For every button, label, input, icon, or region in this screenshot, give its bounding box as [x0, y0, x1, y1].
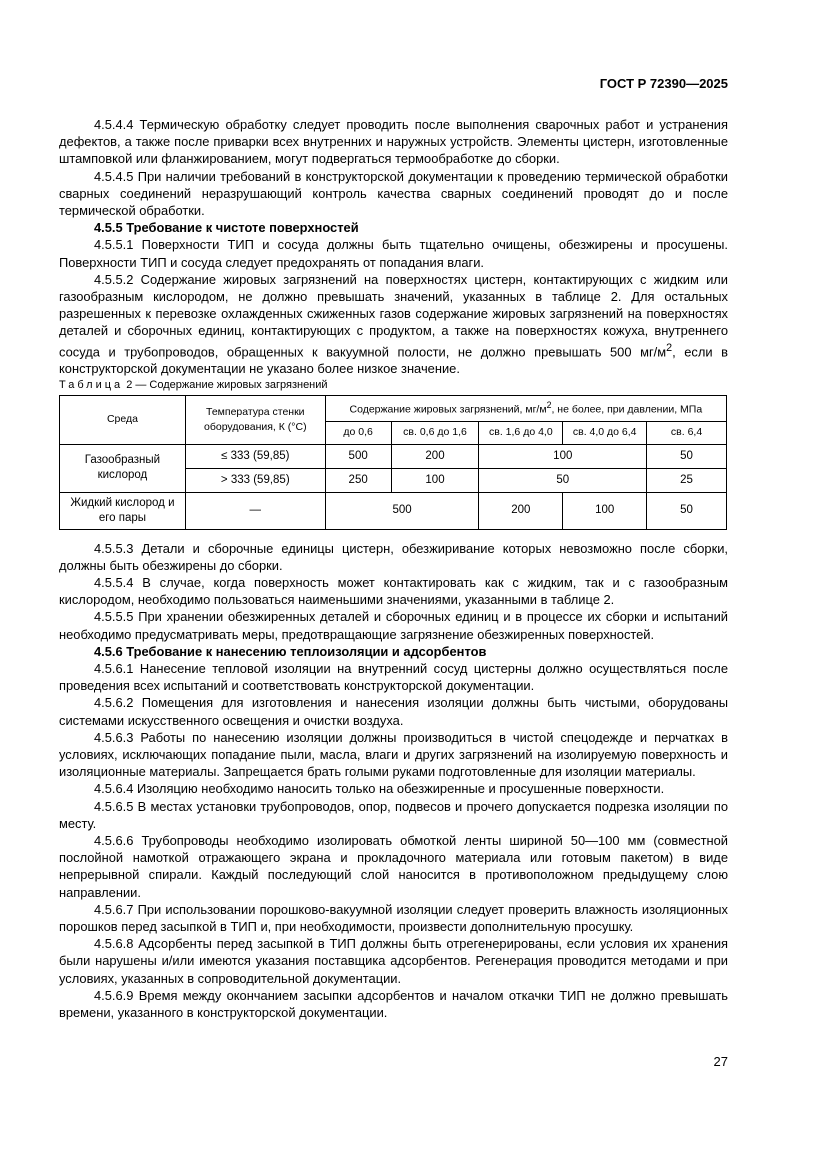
- paragraph: 4.5.6.3 Работы по нанесению изоляции должны производиться в чистой спецодежде и перчатках в условиях, исключающих попадание пыли, масла, влаги и других загрязнений на изолируемую поверхность и изоляционные материалы. Запрещается брать голыми руками подготовленные для изоляции материалы.: [59, 729, 728, 780]
- cell-medium: Газообразный кислород: [60, 444, 186, 492]
- section-heading: 4.5.5 Требование к чистоте поверхностей: [94, 220, 359, 236]
- paragraph: 4.5.4.5 При наличии требований в конструкторской документации к проведению термической обработки сварных соединений неразрушающий контроль качества сварных соединений проводят до и после термической обработки.: [59, 168, 728, 219]
- paragraph: 4.5.4.4 Термическую обработку следует проводить после выполнения сварочных работ и устранения дефектов, а также после приварки всех внутренних и наружных устройств. Элементы цистерн, изготовленные штамповкой или фланжированием, могут подвергаться термообработке до сборки.: [59, 117, 728, 167]
- header-pressure: до 0,6: [325, 421, 391, 444]
- header-pressure: св. 4,0 до 6,4: [563, 421, 647, 444]
- cell-temperature: —: [185, 492, 325, 529]
- cell-value: 50: [647, 444, 727, 468]
- cell-value: 200: [391, 444, 479, 468]
- page-content: [59, 116, 728, 1021]
- section-heading: 4.5.6 Требование к нанесению теплоизоляции и адсорбентов: [94, 643, 487, 659]
- header-medium: Среда: [60, 395, 186, 444]
- paragraph: 4.5.6.6 Трубопроводы необходимо изолировать обмоткой ленты шириной 50—100 мм (совместной послойной намоткой отражающего экрана и прокладочного материала или готовым пакетом) в виде непрерывной спирали. Каждый последующий слой наносится в противоположном предыдущему слою направлении.: [59, 833, 728, 900]
- cell-value: 50: [647, 492, 727, 529]
- paragraph: 4.5.6.1 Нанесение тепловой изоляции на внутренний сосуд цистерны должно осуществляться после проведения всех испытаний и соответствовать конструкторской документации.: [59, 660, 728, 694]
- paragraph: 4.5.5.3 Детали и сборочные единицы цистерн, обезжиривание которых невозможно после сборки, должны быть обезжирены до сборки.: [59, 540, 728, 573]
- paragraph-text: 4.5.5.2 Содержание жировых загрязнений на поверхностях цистерн, контактирующих с жидким или газообразным кислородом, не должно превышать значений, указанных в таблице 2. Для остальных разрешенных к перевозке охлажденных сжиженных газов содержание жировых загрязнений на поверхностях деталей и сборочных единиц, контактирующих с продуктом, а также на поверхностях кожуха, внутреннего сосуда и трубопроводов, обращенных к вакуумной полости, не должно превышать 500 мг/м: [59, 271, 728, 359]
- header-temperature: Температура стенки оборудования, К (°C): [185, 395, 325, 444]
- paragraph: 4.5.6.8 Адсорбенты перед засыпкой в ТИП должны быть отрегенерированы, если условия их хранения были нарушены и/или имеются указания поставщика адсорбентов. Регенерация проводится методами и при условиях, указанных в сопроводительной документации.: [59, 936, 728, 986]
- superscript: 2: [546, 400, 552, 411]
- document-header: ГОСТ Р 72390—2025: [599, 76, 728, 91]
- header-pressure: св. 1,6 до 4,0: [479, 421, 563, 444]
- paragraph: 4.5.5.4 В случае, когда поверхность может контактировать как с жидким, так и с газообразным кислородом, необходимо пользоваться наименьшими значениями, указанными в таблице 2.: [59, 574, 728, 608]
- paragraph: 4.5.6.2 Помещения для изготовления и нанесения изоляции должны быть чистыми, оборудованы системами искусственного освещения и очистки воздуха.: [59, 695, 728, 728]
- table-caption-label: Таблица: [59, 379, 124, 392]
- cell-medium: Жидкий кислород и его пары: [60, 492, 186, 529]
- header-pressure: св. 0,6 до 1,6: [391, 421, 479, 444]
- superscript: 2: [666, 341, 673, 354]
- paragraph: 4.5.5.5 При хранении обезжиренных деталей и сборочных единиц и в процессе их сборки и испытаний необходимо предусматривать меры, предотвращающие загрязнение обезжиренных поверхностей.: [59, 609, 728, 642]
- cell-value: 500: [325, 492, 479, 529]
- cell-value: 50: [479, 468, 647, 492]
- cell-value: 100: [479, 444, 647, 468]
- header-content-text: Содержание жировых загрязнений, мг/м: [349, 403, 547, 416]
- cell-temperature: ≤ 333 (59,85): [185, 444, 325, 468]
- cell-value: 25: [647, 468, 727, 492]
- paragraph: 4.5.6.4 Изоляцию необходимо наносить только на обезжиренные и просушенные поверхности.: [94, 781, 665, 797]
- cell-value: 100: [391, 468, 479, 492]
- paragraph: 4.5.5.1 Поверхности ТИП и сосуда должны быть тщательно очищены, обезжирены и просушены. Поверхности ТИП и сосуда следует предохранять от попадания влаги.: [59, 237, 728, 270]
- cell-temperature: > 333 (59,85): [185, 468, 325, 492]
- cell-value: 500: [325, 444, 391, 468]
- cell-value: 100: [563, 492, 647, 529]
- paragraph: 4.5.6.9 Время между окончанием засыпки адсорбентов и началом откачки ТИП не должно превышать времени, указанного в конструкторской документации.: [59, 987, 728, 1021]
- paragraph: 4.5.6.7 При использовании порошково-вакуумной изоляции следует проверить влажность изоляционных порошков перед засыпкой в ТИП и, при необходимости, произвести дополнительную просушку.: [59, 901, 728, 935]
- header-content-text: , не более, при давлении, МПа: [551, 403, 703, 416]
- paragraph: 4.5.6.5 В местах установки трубопроводов, опор, подвесов и прочего допускается подрезка изоляции по месту.: [59, 798, 728, 831]
- cell-value: 200: [479, 492, 563, 529]
- cell-value: 250: [325, 468, 391, 492]
- fat-contamination-table: [59, 395, 727, 530]
- table-caption: [59, 377, 728, 394]
- table-caption-text: 2 — Содержание жировых загрязнений: [126, 379, 328, 392]
- paragraph-text: , если в конструкторской документации не указано более низкое значение.: [59, 343, 728, 377]
- paragraph: [59, 271, 728, 378]
- header-pressure: св. 6,4: [647, 421, 727, 444]
- page-number: 27: [713, 1054, 728, 1069]
- header-content: [325, 395, 726, 421]
